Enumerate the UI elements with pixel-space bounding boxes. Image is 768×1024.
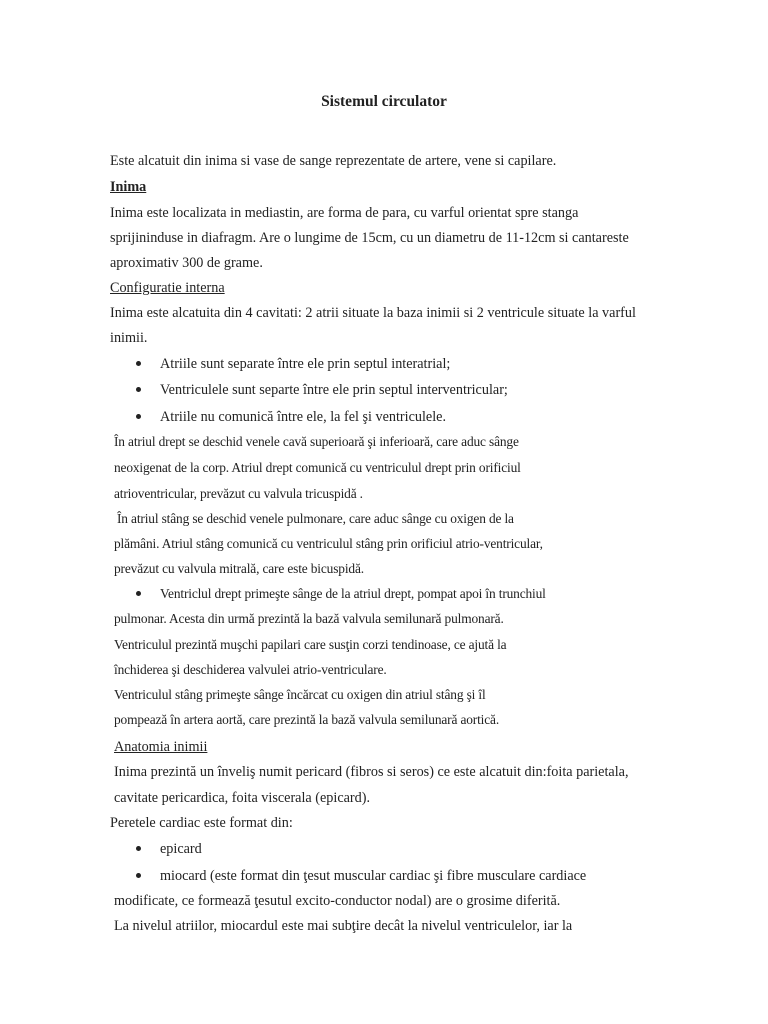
text-line: sprijininduse in diafragm. Are o lungime de 15cm, cu un diametru de 11-12cm si cantareste bbox=[110, 230, 629, 246]
section-heading-inima: Inima bbox=[110, 179, 147, 195]
text-line: În atriul drept se deschid venele cavă superioară şi inferioară, care aduc sânge bbox=[114, 434, 519, 449]
text-line: închiderea şi deschiderea valvulei atrio-ventriculare. bbox=[114, 662, 387, 677]
text-line: prevăzut cu valvula mitrală, care este bicuspidă. bbox=[114, 561, 364, 576]
text-line: Peretele cardiac este format din: bbox=[110, 815, 293, 831]
text-line: neoxigenat de la corp. Atriul drept comunică cu ventriculul drept prin orificiul bbox=[114, 460, 521, 475]
text-line: În atriul stâng se deschid venele pulmonare, care aduc sânge cu oxigen de la bbox=[117, 511, 514, 526]
bullet-icon bbox=[136, 591, 141, 596]
text-line: aproximativ 300 de grame. bbox=[110, 255, 263, 271]
text-line: pulmonar. Acesta din urmă prezintă la bază valvula semilunară pulmonară. bbox=[114, 611, 504, 626]
bullet-icon bbox=[136, 873, 141, 878]
text-line: cavitate pericardica, foita viscerala (epicard). bbox=[114, 790, 370, 806]
text-line: pompează în artera aortă, care prezintă la bază valvula semilunară aortică. bbox=[114, 712, 500, 727]
list-item: Ventriclul drept primeşte sânge de la atriul drept, pompat apoi în trunchiul bbox=[160, 586, 546, 601]
list-item: Atriile sunt separate între ele prin septul interatrial; bbox=[160, 356, 451, 372]
bullet-icon bbox=[136, 387, 141, 392]
text-line: modificate, ce formează ţesutul excito-conductor nodal) are o grosime diferită. bbox=[114, 893, 561, 909]
section-heading-configuratie: Configuratie interna bbox=[110, 280, 225, 296]
text-line: La nivelul atriilor, miocardul este mai subţire decât la nivelul ventriculelor, iar la bbox=[114, 918, 573, 934]
list-item: Ventriculele sunt separte între ele prin septul interventricular; bbox=[160, 382, 508, 398]
bullet-icon bbox=[136, 361, 141, 366]
list-item: miocard (este format din ţesut muscular cardiac şi fibre musculare cardiace bbox=[160, 868, 587, 884]
text-line: Inima este alcatuita din 4 cavitati: 2 atrii situate la baza inimii si 2 ventricule situate la varful bbox=[110, 305, 636, 321]
list-item: Atriile nu comunică între ele, la fel şi ventriculele. bbox=[160, 409, 447, 425]
text-line: plămâni. Atriul stâng comunică cu ventriculul stâng prin orificiul atrio-ventricular, bbox=[114, 536, 543, 551]
text-line: atrioventricular, prevăzut cu valvula tricuspidă . bbox=[114, 486, 363, 501]
document-title: Sistemul circulator bbox=[321, 93, 447, 110]
text-line: Inima este localizata in mediastin, are forma de para, cu varful orientat spre stanga bbox=[110, 205, 579, 221]
text-line: Este alcatuit din inima si vase de sange reprezentate de artere, vene si capilare. bbox=[110, 153, 557, 169]
text-line: Ventriculul prezintă muşchi papilari care susţin corzi tendinoase, ce ajută la bbox=[114, 637, 507, 652]
list-item: epicard bbox=[160, 841, 202, 857]
bullet-icon bbox=[136, 414, 141, 419]
section-heading-anatomia: Anatomia inimii bbox=[114, 739, 208, 755]
bullet-icon bbox=[136, 846, 141, 851]
text-line: Inima prezintă un înveliş numit pericard (fibros si seros) ce este alcatuit din:foita parietala, bbox=[114, 764, 629, 780]
text-line: Ventriculul stâng primeşte sânge încărcat cu oxigen din atriul stâng şi îl bbox=[114, 687, 486, 702]
text-line: inimii. bbox=[110, 330, 148, 346]
